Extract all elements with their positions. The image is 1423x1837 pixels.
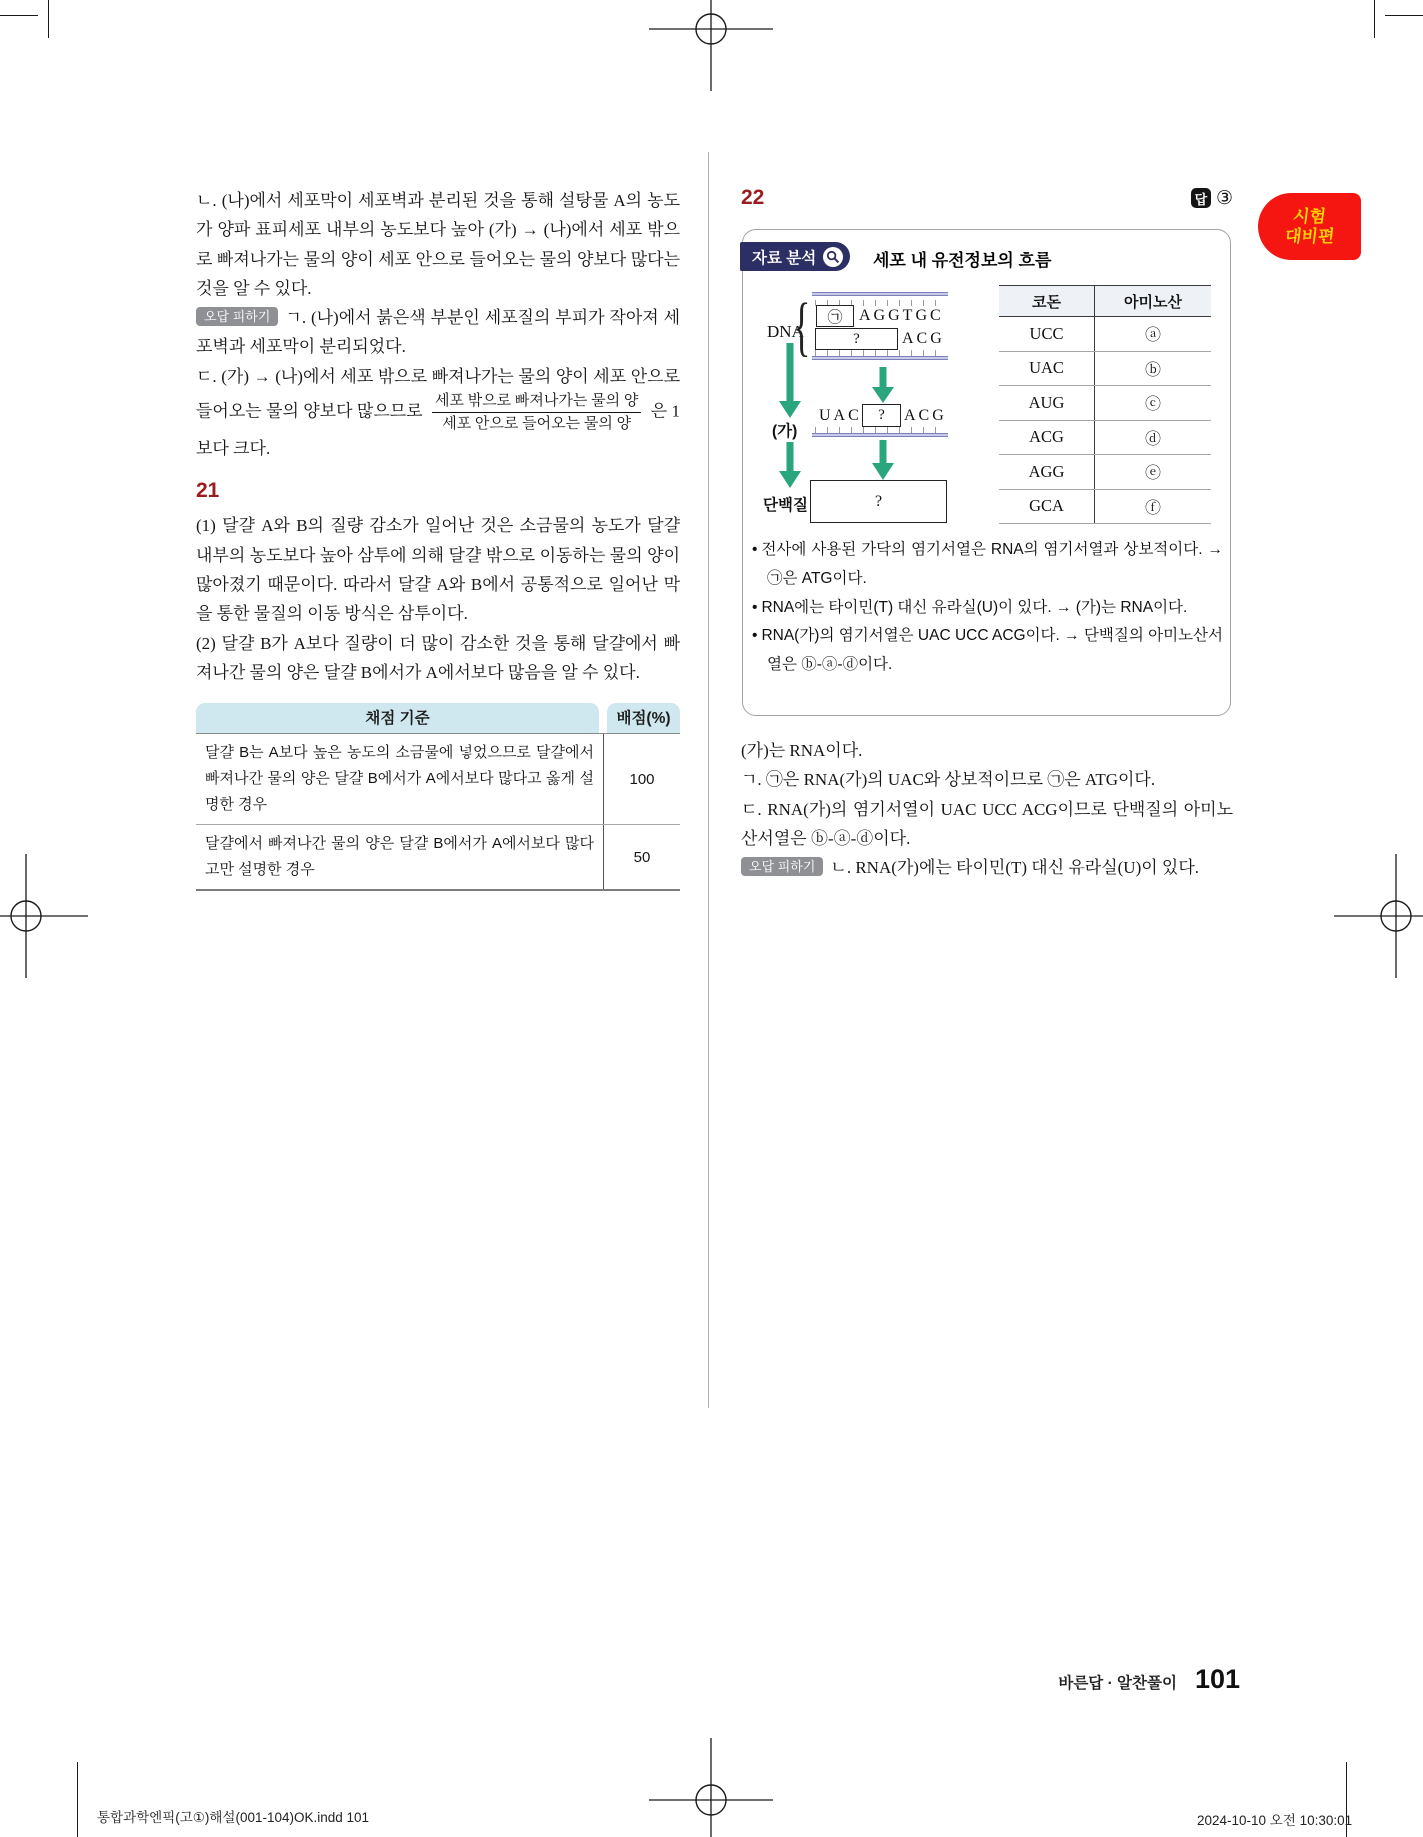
answer-indicator	[1191, 187, 1233, 210]
bullet-icon: •	[752, 627, 758, 645]
crop-mark	[1374, 0, 1375, 38]
rna-unknown-box: ?	[862, 404, 901, 427]
score-header-cell: 배점(%)	[607, 703, 680, 733]
registration-mark-left	[0, 854, 88, 978]
codon-row	[999, 421, 1211, 456]
codon-row	[999, 490, 1211, 525]
list-item	[752, 536, 1223, 594]
dna-strand-rail-top	[812, 292, 948, 296]
explanation-line4-text: ㄴ. RNA(가)에는 타이민(T) 대신 유라실(U)이 있다.	[830, 858, 1200, 878]
dna-strand2-unknown-box: ?	[815, 328, 898, 350]
dna-strand2-sequence: ACG	[902, 330, 945, 347]
translation-arrow-mid	[872, 440, 894, 480]
codon-header-cell: 코돈	[1032, 293, 1061, 311]
codon-cell: UAC	[1029, 358, 1064, 378]
amino-cell: ⓑ	[1094, 352, 1211, 386]
codon-row	[999, 317, 1211, 352]
exam-section-badge	[1258, 193, 1361, 260]
bullet-text: 전사에 사용된 가닥의 염기서열은 RNA의 염기서열과 상보적이다. → ㉠은 ATG이다.	[761, 541, 1223, 587]
codon-row	[999, 352, 1211, 387]
protein-label: 단백질	[763, 497, 808, 514]
page-footer	[1040, 1664, 1240, 1695]
bullet-text: RNA에는 타이민(T) 대신 유라실(U)이 있다. → (가)는 RNA이다.	[761, 598, 1188, 616]
answer-badge-icon: 답	[1191, 188, 1211, 208]
dna-strand1-sequence: AGGTGC	[859, 307, 944, 324]
criteria-header-cell: 채점 기준	[196, 703, 599, 733]
criteria-cell: 달걀 B는 A보다 높은 농도의 소금물에 넣었으므로 달걀에서 빠져나간 물의 양은 달걀 B에서가 A에서보다 많다고 옳게 설명한 경우	[205, 744, 594, 814]
amino-cell: ⓓ	[1094, 421, 1211, 455]
left-column	[196, 186, 680, 891]
print-timestamp: 2024-10-10 오전 10:30:01	[1197, 1813, 1353, 1828]
q22-explanation	[741, 736, 1233, 882]
codon-table-header	[999, 286, 1211, 317]
analysis-bullet-list	[752, 536, 1223, 680]
q21-paragraph-2: (2) 달걀 B가 A보다 질량이 더 많이 감소한 것을 통해 달걀에서 빠져나간 물의 양은 달걀 B에서가 A에서보다 많음을 알 수 있다.	[196, 633, 680, 682]
column-divider	[708, 152, 709, 1408]
codon-cell: ACG	[1029, 427, 1064, 447]
rna-sequence-right: ACG	[904, 407, 947, 424]
exam-badge-line2: 대비편	[1283, 226, 1336, 246]
print-filename: 통합과학엔픽(고①)해설(001-104)OK.indd 101	[97, 1810, 370, 1825]
table-row	[196, 734, 680, 825]
dna-brace: {	[793, 290, 811, 363]
dna-strand-rail-bottom	[812, 356, 948, 360]
amino-cell: ⓐ	[1094, 317, 1211, 351]
explanation-line4	[741, 853, 1233, 882]
data-analysis-label: 자료 분석	[752, 249, 817, 267]
solution-item-d	[196, 362, 680, 464]
criteria-cell: 달걀에서 빠져나간 물의 양은 달걀 B에서가 A에서보다 많다고만 설명한 경우	[205, 835, 594, 879]
score-cell: 50	[603, 825, 680, 889]
score-cell: 100	[603, 734, 680, 824]
crop-mark	[1385, 15, 1423, 16]
data-analysis-pill	[740, 242, 850, 271]
bullet-icon: •	[752, 541, 758, 558]
explanation-line3: ㄷ. RNA(가)의 염기서열이 UAC UCC ACG이므로 단백질의 아미노산서열은 ⓑ-ⓐ-ⓓ이다.	[741, 799, 1233, 848]
wrong-answer-badge: 오답 피하기	[741, 857, 823, 876]
amino-header-cell: 아미노산	[1094, 286, 1211, 316]
grading-table-header	[196, 703, 680, 733]
crop-mark	[0, 15, 38, 16]
question-22-number: 22	[741, 186, 765, 209]
explanation-line1: (가)는 RNA이다.	[741, 741, 863, 760]
fraction-numerator: 세포 밖으로 빠져나가는 물의 양	[432, 391, 641, 413]
rna-rail	[812, 433, 948, 437]
transcription-arrow-mid	[872, 367, 894, 403]
codon-cell: AUG	[1028, 392, 1065, 412]
crop-mark	[77, 1762, 78, 1837]
codon-cell: UCC	[1029, 323, 1064, 343]
analysis-title: 세포 내 유전정보의 흐름	[873, 251, 1052, 270]
rna-step-label: (가)	[772, 423, 798, 440]
codon-cell: GCA	[1029, 496, 1064, 516]
bullet-icon: •	[752, 598, 758, 616]
protein-unknown-box: ?	[810, 480, 947, 523]
list-item	[752, 622, 1223, 680]
table-row	[196, 825, 680, 889]
registration-mark-top	[649, 0, 773, 91]
registration-mark-right	[1334, 854, 1423, 978]
amino-cell: ⓕ	[1094, 490, 1211, 524]
grading-criteria-table	[196, 703, 680, 891]
solution-item-g-text: ㄱ. (나)에서 붉은색 부분인 세포질의 부피가 작아져 세포벽과 세포막이 분리되었다.	[196, 308, 680, 357]
amino-cell: ⓒ	[1094, 386, 1211, 420]
q21-paragraph-1: (1) 달걀 A와 B의 질량 감소가 일어난 것은 소금물의 농도가 달걀 내부의 농도보다 높아 삼투에 의해 달걀 밖으로 이동하는 물의 양이 많아졌기 때문이다. 따라서 달걀 A와 B에서 공통적으로 일어난 막을 통한 물질의 이동 방식은 삼투이다.	[196, 516, 680, 624]
translation-arrow-left	[779, 442, 801, 488]
codon-cell: AGG	[1028, 461, 1065, 481]
solution-item-g	[196, 303, 680, 362]
explanation-line2: ㄱ. ㉠은 RNA(가)의 UAC와 상보적이므로 ㉠은 ATG이다.	[741, 770, 1156, 790]
data-analysis-box	[742, 229, 1231, 716]
grading-table-body	[196, 733, 680, 891]
magnifier-icon	[823, 247, 843, 267]
codon-row	[999, 386, 1211, 421]
solution-item-n: ㄴ. (나)에서 세포막이 세포벽과 분리된 것을 통해 설탕물 A의 농도가 양파 표피세포 내부의 농도보다 높아 (가) → (나)에서 세포 밖으로 빠져나가는 물의 양이 세포 안으로 들어오는 물의 양보다 많다는 것을 알 수 있다.	[196, 191, 680, 298]
transcription-arrow-left	[779, 343, 801, 418]
exam-badge-line1: 시험	[1291, 206, 1328, 226]
footer-book-label: 바른답 · 알찬풀이	[1058, 1675, 1177, 1692]
dna-strand1-unknown-box: ㉠	[816, 305, 854, 327]
answer-value: ③	[1215, 187, 1233, 209]
water-ratio-fraction	[432, 391, 641, 434]
codon-row	[999, 455, 1211, 490]
codon-amino-table	[999, 285, 1211, 524]
list-item	[752, 594, 1223, 623]
solution-item-d-before: ㄷ. (가) → (나)에서 세포 밖으로 빠져나가는 물의 양이 세포 안으로 들어오는 물의 양보다 많으므로	[196, 366, 680, 421]
wrong-answer-badge: 오답 피하기	[196, 307, 278, 326]
bullet-text: RNA(가)의 염기서열은 UAC UCC ACG이다. → 단백질의 아미노산서열은 ⓑ-ⓐ-ⓓ이다.	[761, 627, 1223, 674]
dna-label: DNA	[767, 322, 804, 341]
solution-item-d-after: 은 1보다 크다.	[196, 401, 681, 459]
registration-mark-bottom	[649, 1738, 773, 1837]
amino-cell: ⓔ	[1094, 455, 1211, 489]
question-22-header	[741, 186, 1233, 210]
rna-sequence-left: UAC	[819, 407, 862, 424]
question-21-number: 21	[196, 479, 220, 503]
page-number: 101	[1194, 1664, 1240, 1694]
crop-mark	[48, 0, 49, 38]
fraction-denominator: 세포 안으로 들어오는 물의 양	[442, 416, 632, 433]
